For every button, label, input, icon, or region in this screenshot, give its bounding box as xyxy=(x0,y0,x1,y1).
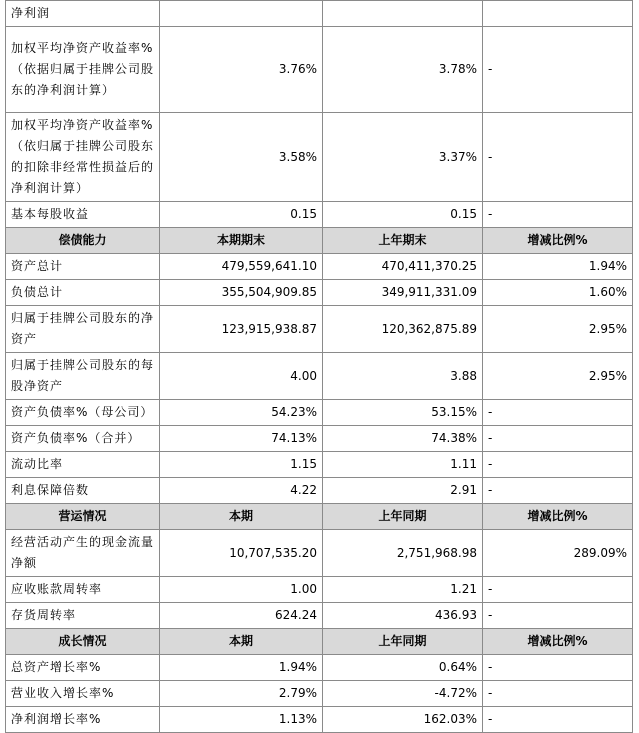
column-header: 本期 xyxy=(160,629,323,655)
prior-value: 0.15 xyxy=(323,202,483,228)
row-label: 负债总计 xyxy=(6,280,160,306)
current-value: 0.15 xyxy=(160,202,323,228)
table-row xyxy=(6,603,633,629)
row-label: 流动比率 xyxy=(6,452,160,478)
column-header: 增减比例% xyxy=(483,629,633,655)
change-value: 1.60% xyxy=(483,280,633,306)
table-row xyxy=(6,707,633,733)
current-value: 479,559,641.10 xyxy=(160,254,323,280)
table-row xyxy=(6,202,633,228)
current-value: 123,915,938.87 xyxy=(160,306,323,353)
current-value: 624.24 xyxy=(160,603,323,629)
change-value: - xyxy=(483,113,633,202)
current-value: 355,504,909.85 xyxy=(160,280,323,306)
current-value: 74.13% xyxy=(160,426,323,452)
prior-value: 162.03% xyxy=(323,707,483,733)
section-title: 成长情况 xyxy=(6,629,160,655)
row-label: 加权平均净资产收益率%（依归属于挂牌公司股东的扣除非经常性损益后的净利润计算） xyxy=(6,113,160,202)
row-label: 资产总计 xyxy=(6,254,160,280)
table-row xyxy=(6,113,633,202)
column-header: 上年期末 xyxy=(323,228,483,254)
row-label: 存货周转率 xyxy=(6,603,160,629)
change-value: - xyxy=(483,478,633,504)
prior-value: 53.15% xyxy=(323,400,483,426)
column-header: 本期期末 xyxy=(160,228,323,254)
current-value xyxy=(160,1,323,27)
current-value: 3.58% xyxy=(160,113,323,202)
prior-value: 0.64% xyxy=(323,655,483,681)
table-row xyxy=(6,577,633,603)
prior-value: 3.88 xyxy=(323,353,483,400)
table-row xyxy=(6,478,633,504)
current-value: 10,707,535.20 xyxy=(160,530,323,577)
prior-value: 436.93 xyxy=(323,603,483,629)
current-value: 1.13% xyxy=(160,707,323,733)
prior-value: 2,751,968.98 xyxy=(323,530,483,577)
current-value: 4.22 xyxy=(160,478,323,504)
prior-value: 120,362,875.89 xyxy=(323,306,483,353)
row-label: 净利润 xyxy=(6,1,160,27)
current-value: 54.23% xyxy=(160,400,323,426)
row-label: 资产负债率%（合并） xyxy=(6,426,160,452)
column-header: 上年同期 xyxy=(323,504,483,530)
row-label: 净利润增长率% xyxy=(6,707,160,733)
change-value: - xyxy=(483,426,633,452)
change-value: 289.09% xyxy=(483,530,633,577)
prior-value xyxy=(323,1,483,27)
change-value: - xyxy=(483,577,633,603)
section-header-operations xyxy=(6,504,633,530)
prior-value: -4.72% xyxy=(323,681,483,707)
table-row xyxy=(6,426,633,452)
current-value: 4.00 xyxy=(160,353,323,400)
row-label: 利息保障倍数 xyxy=(6,478,160,504)
column-header: 上年同期 xyxy=(323,629,483,655)
financial-indicators-table xyxy=(5,0,633,733)
prior-value: 1.21 xyxy=(323,577,483,603)
change-value: - xyxy=(483,27,633,113)
current-value: 2.79% xyxy=(160,681,323,707)
section-header-growth xyxy=(6,629,633,655)
change-value: 2.95% xyxy=(483,306,633,353)
table-row xyxy=(6,1,633,27)
table-row xyxy=(6,452,633,478)
prior-value: 3.78% xyxy=(323,27,483,113)
prior-value: 3.37% xyxy=(323,113,483,202)
table-row xyxy=(6,280,633,306)
section-title: 偿债能力 xyxy=(6,228,160,254)
row-label: 应收账款周转率 xyxy=(6,577,160,603)
table-row xyxy=(6,655,633,681)
current-value: 1.15 xyxy=(160,452,323,478)
row-label: 加权平均净资产收益率%（依据归属于挂牌公司股东的净利润计算） xyxy=(6,27,160,113)
table-row xyxy=(6,254,633,280)
prior-value: 349,911,331.09 xyxy=(323,280,483,306)
table-row xyxy=(6,400,633,426)
change-value: - xyxy=(483,452,633,478)
row-label: 归属于挂牌公司股东的每股净资产 xyxy=(6,353,160,400)
current-value: 1.00 xyxy=(160,577,323,603)
change-value: - xyxy=(483,202,633,228)
table-row xyxy=(6,27,633,113)
current-value: 3.76% xyxy=(160,27,323,113)
column-header: 本期 xyxy=(160,504,323,530)
column-header: 增减比例% xyxy=(483,228,633,254)
table-row xyxy=(6,530,633,577)
change-value: - xyxy=(483,655,633,681)
change-value: - xyxy=(483,681,633,707)
column-header: 增减比例% xyxy=(483,504,633,530)
change-value: 2.95% xyxy=(483,353,633,400)
prior-value: 470,411,370.25 xyxy=(323,254,483,280)
row-label: 资产负债率%（母公司） xyxy=(6,400,160,426)
row-label: 基本每股收益 xyxy=(6,202,160,228)
change-value: - xyxy=(483,707,633,733)
section-header-solvency xyxy=(6,228,633,254)
table-row xyxy=(6,306,633,353)
change-value xyxy=(483,1,633,27)
table-row xyxy=(6,681,633,707)
row-label: 营业收入增长率% xyxy=(6,681,160,707)
prior-value: 2.91 xyxy=(323,478,483,504)
change-value: - xyxy=(483,400,633,426)
row-label: 总资产增长率% xyxy=(6,655,160,681)
change-value: - xyxy=(483,603,633,629)
section-title: 营运情况 xyxy=(6,504,160,530)
row-label: 归属于挂牌公司股东的净资产 xyxy=(6,306,160,353)
prior-value: 1.11 xyxy=(323,452,483,478)
current-value: 1.94% xyxy=(160,655,323,681)
prior-value: 74.38% xyxy=(323,426,483,452)
change-value: 1.94% xyxy=(483,254,633,280)
row-label: 经营活动产生的现金流量净额 xyxy=(6,530,160,577)
table-row xyxy=(6,353,633,400)
